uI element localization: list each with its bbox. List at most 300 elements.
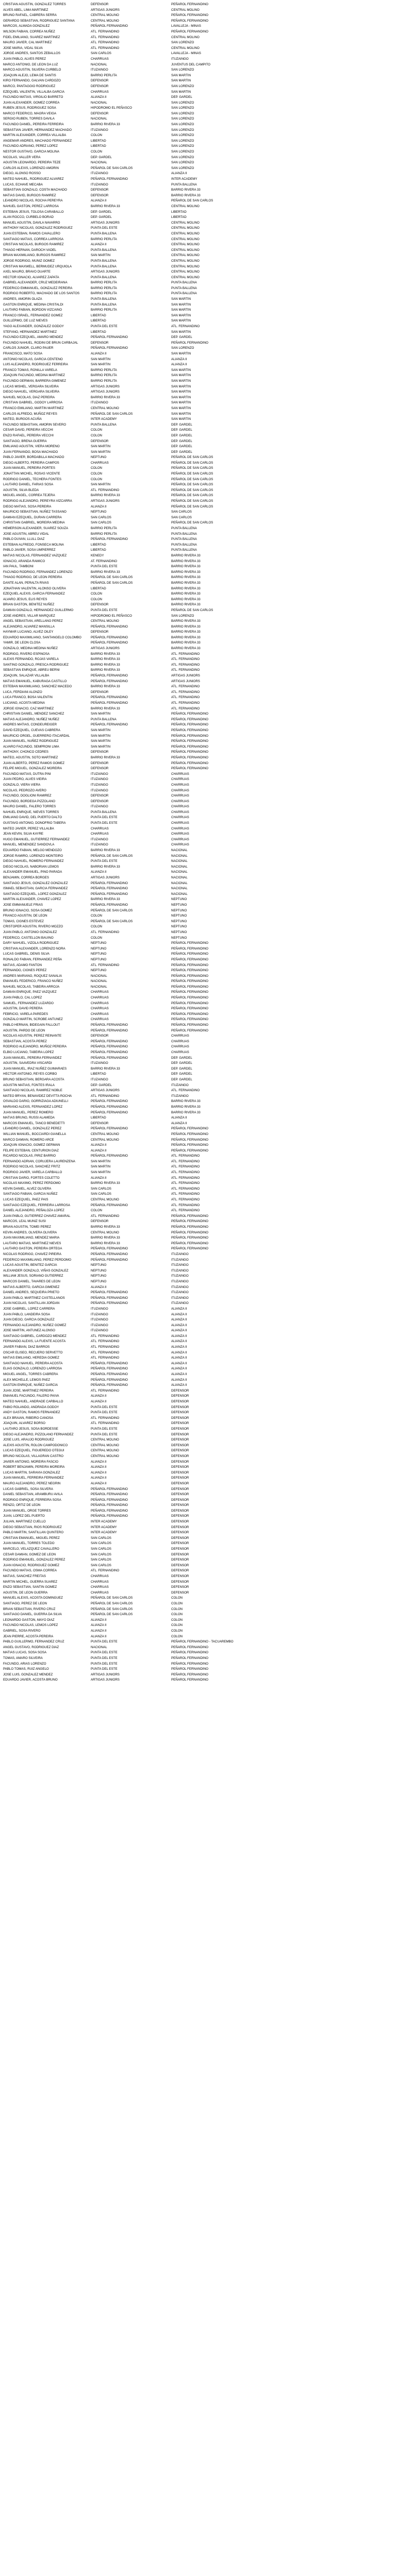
destination-club-cell: ITUZAINGO [171, 1291, 189, 1295]
destination-club-cell: SAN LORENZO [171, 346, 194, 350]
player-name-cell: IGNACIO, ARANDA RAMICO [3, 559, 45, 563]
origin-club-cell: COLON [91, 472, 103, 476]
destination-club-cell: DEFENSOR [171, 1514, 189, 1518]
destination-club-cell: PEÑAROL FERNANDINO [171, 1656, 208, 1660]
list-row [3, 384, 409, 390]
destination-club-cell: NEPTUNO [171, 903, 187, 907]
player-name-cell: JORGE IGNACIO, CAZ MARTINEZ [3, 706, 54, 710]
list-row [3, 1033, 409, 1039]
origin-club-cell: ALIANZA II [91, 1400, 107, 1403]
player-name-cell: TOMAS, AMARO SILVEIRA [3, 1656, 43, 1660]
player-name-cell: FRANCO ISRAEL, FERNANDEZ GOMEZ [3, 313, 63, 317]
list-row [3, 1301, 409, 1307]
origin-club-cell: CHARRUAS [91, 1001, 109, 1005]
origin-club-cell: PEÑAROL FERNANDINO [91, 1105, 128, 1109]
origin-club-cell: PUNTA DEL ESTE [91, 1405, 118, 1409]
destination-club-cell: ATL. FERNANDINO [171, 706, 200, 710]
list-row [3, 1639, 409, 1645]
player-name-cell: JUAN PABLO, MARTINEZ CASTELLANOS [3, 1296, 65, 1300]
player-name-cell: CRISTIAN GABRIEL, GODOY LARROSA [3, 401, 63, 405]
destination-club-cell: CENTRAL MOLINO [171, 226, 200, 230]
destination-club-cell: PEÑAROL FERNANDINO [171, 1023, 208, 1027]
list-row [3, 924, 409, 930]
player-name-cell: IAN PAUL, TAMBONI [3, 565, 34, 569]
list-row [3, 24, 409, 29]
origin-club-cell: CENTRAL MOLINO [91, 13, 119, 18]
destination-club-cell: PEÑAROL FERNANDINO [171, 1138, 208, 1142]
player-name-cell: JOSE LUIS, ARAUJO RODRIGUEZ [3, 1438, 54, 1442]
list-row [3, 248, 409, 253]
list-row [3, 1099, 409, 1105]
destination-club-cell: SAN CARLOS [171, 510, 192, 514]
destination-club-cell: ATL. FERNANDINO [171, 1159, 200, 1163]
list-row [3, 433, 409, 439]
origin-club-cell: NEPTUNO [91, 1268, 107, 1273]
list-row [3, 793, 409, 799]
destination-club-cell: DEFENSOR [171, 1449, 189, 1453]
list-row [3, 1672, 409, 1678]
list-row [3, 253, 409, 259]
origin-club-cell: PUNTA DEL ESTE [91, 608, 118, 612]
list-row [3, 979, 409, 985]
origin-club-cell: PEÑAROL FERNANDINO [91, 1039, 128, 1043]
destination-club-cell: SAN MARTIN [171, 73, 191, 77]
list-row [3, 1061, 409, 1066]
origin-club-cell: PUNTA DEL ESTE [91, 1651, 118, 1655]
list-row [3, 1296, 409, 1301]
origin-club-cell: ALIANZA II [91, 1465, 107, 1469]
origin-club-cell: PEÑAROL DE SAN CARLOS [91, 166, 133, 170]
origin-club-cell: COLON [91, 914, 103, 918]
list-row [3, 510, 409, 515]
list-row [3, 1378, 409, 1383]
player-name-cell: BRIAN AGUSTIN, TOMEI PEREZ [3, 1225, 51, 1229]
destination-club-cell: PEÑAROL FERNANDINO [171, 744, 208, 749]
list-row [3, 1574, 409, 1580]
destination-club-cell: SAN LORENZO [171, 150, 194, 154]
list-row [3, 1509, 409, 1514]
origin-club-cell: NACIONAL [91, 117, 107, 121]
list-row [3, 614, 409, 619]
player-name-cell: JORGE ANDRES, SANTOS ZEBALLOS [3, 52, 60, 56]
destination-club-cell: SAN LORENZO [171, 117, 194, 121]
list-row [3, 930, 409, 936]
origin-club-cell: COLON [91, 428, 103, 432]
origin-club-cell: SAN MARTIN [91, 445, 111, 449]
origin-club-cell: ALIANZA II [91, 1285, 107, 1289]
player-name-cell: SANTIAGO DANIEL, GUERRA DA SILVA [3, 1613, 62, 1617]
destination-club-cell: CHARRUAS [171, 837, 189, 841]
player-name-cell: MATIAS EMANUEL, KABURAGA CASTILLO [3, 679, 67, 683]
list-row [3, 78, 409, 84]
list-row [3, 1345, 409, 1350]
list-row [3, 1410, 409, 1416]
origin-club-cell: DEFENSOR [91, 1219, 109, 1224]
origin-club-cell: BARRIO RIVERA 33 [91, 1236, 120, 1240]
destination-club-cell: ATL. FERNANDINO [171, 1187, 200, 1191]
destination-club-cell: COLON [171, 1596, 183, 1600]
origin-club-cell: ALIANZA II [91, 870, 107, 874]
list-row [3, 630, 409, 635]
destination-club-cell: PEÑAROL FERNANDINO [171, 946, 208, 951]
destination-club-cell: PUNTA BALLENA [171, 292, 197, 296]
list-row [3, 1492, 409, 1498]
list-row [3, 1225, 409, 1230]
origin-club-cell: COLON [91, 597, 103, 601]
destination-club-cell: ALIANZA II [171, 1329, 187, 1333]
destination-club-cell: BARRIO RIVERA 33 [171, 1105, 201, 1109]
player-name-cell: ALEXANDER EMANUEL, PINO PARADA [3, 870, 62, 874]
origin-club-cell: PUNTA DEL ESTE [91, 1427, 118, 1431]
list-row [3, 564, 409, 570]
player-name-cell: JONATHAN VALENTIN, ALONSO OLIVERA [3, 586, 66, 590]
player-name-cell: MIGUEL ANGEL, CORREA TEJERA [3, 494, 55, 498]
list-row [3, 1235, 409, 1241]
list-row [3, 1083, 409, 1089]
destination-club-cell: SAN MARTIN [171, 390, 191, 394]
list-row [3, 286, 409, 292]
list-row [3, 1623, 409, 1629]
destination-club-cell: ITUZAINGO [171, 1252, 189, 1256]
origin-club-cell: SAN MARTIN [91, 450, 111, 454]
player-name-cell: DIEGO NICOLAS, NABORIAN LEMOS [3, 865, 59, 869]
destination-club-cell: SAN LORENZO [171, 144, 194, 148]
list-row [3, 526, 409, 532]
destination-club-cell: DEP. GARDEL [171, 1056, 192, 1060]
origin-club-cell: CHARRUAS [91, 990, 109, 994]
destination-club-cell: CENTRAL MOLINO [171, 8, 200, 12]
player-name-cell: JUAN MANUEL, TORRES TOLEDO [3, 1541, 55, 1546]
origin-club-cell: BARRIO RIVERA 33 [91, 865, 120, 869]
list-row [3, 116, 409, 122]
list-row [3, 122, 409, 128]
player-name-cell: NICOLAS MAXIMO, PEREZ PERDOMO [3, 1181, 61, 1185]
player-name-cell: AGUSTIN, SILVA BLEDA [3, 488, 39, 492]
list-row [3, 1580, 409, 1585]
destination-club-cell: SAN LORENZO [171, 106, 194, 110]
destination-club-cell: ALIANZA II [171, 172, 187, 176]
player-name-cell: NAHUEL ENRIQUE, NIEVES TORRES [3, 810, 59, 814]
player-name-cell: MATIAS, ADAMO FANTON [3, 963, 42, 967]
player-name-cell: OSCAR ELISEO, RECUERO SERVETTO [3, 1350, 63, 1354]
destination-club-cell: PEÑAROL FERNANDINO [171, 1132, 208, 1136]
player-name-cell: HECTOR ANTONIO, REYES CORBO [3, 1072, 57, 1076]
origin-club-cell: PEÑAROL DE SAN CARLOS [91, 581, 133, 585]
list-row [3, 1279, 409, 1285]
player-name-cell: CRISTIAN ALEXANDER, LORENZO NORA [3, 946, 65, 951]
list-row [3, 1170, 409, 1176]
destination-club-cell: PEÑAROL FERNANDINO [171, 1236, 208, 1240]
origin-club-cell: ATL. FERNANDINO [91, 1340, 120, 1344]
destination-club-cell: PEÑAROL FERNANDINO [171, 979, 208, 984]
list-row [3, 1612, 409, 1618]
player-name-cell: LAUTARO DANIEL, FARIAS SOSA [3, 483, 54, 487]
destination-club-cell: CHARRUAS [171, 799, 189, 803]
destination-club-cell: PEÑAROL FERNANDINO [171, 969, 208, 973]
player-name-cell: SANTIAGO GABRIEL, CARDOZO MENDEZ [3, 1334, 67, 1338]
origin-club-cell: ITUZAINGO [91, 788, 108, 792]
destination-club-cell: COLON [171, 1634, 183, 1638]
player-name-cell: JUAN, LOPEZ DEL PUERTO [3, 1514, 45, 1518]
origin-club-cell: SAN MARTIN [91, 483, 111, 487]
destination-club-cell: PEÑAROL FERNANDINO [171, 985, 208, 989]
origin-club-cell: PEÑAROL DE SAN CARLOS [91, 1601, 133, 1605]
origin-club-cell: PEÑAROL FERNANDINO [91, 346, 128, 350]
player-name-cell: NAHUEL NICOLAS, DIAZ PEREIRA [3, 395, 55, 399]
player-name-cell: THIAGO HERNAN, DAROCH VADEL [3, 248, 57, 252]
origin-club-cell: ATL. FERNANDINO [91, 1569, 120, 1573]
origin-club-cell: COLON [91, 433, 103, 437]
origin-club-cell: ATL. FERNANDINO [91, 1356, 120, 1360]
destination-club-cell: PEÑAROL FERNANDINO [171, 1127, 208, 1131]
destination-club-cell: PEÑAROL DE SAN CARLOS [171, 499, 213, 503]
player-name-cell: AGUSTIN, PARDO DE LEON [3, 1028, 45, 1032]
player-name-cell: PABLO MARTIN, SANTILLAN QUINTERO [3, 1531, 64, 1535]
origin-club-cell: ITUZAINGO [91, 777, 108, 782]
origin-club-cell: PEÑAROL FERNANDINO [91, 1247, 128, 1251]
destination-club-cell: PEÑAROL FERNANDINO [171, 952, 208, 956]
origin-club-cell: ITUZAINGO [91, 401, 108, 405]
origin-club-cell: PEÑAROL FERNANDINO [91, 1252, 128, 1256]
destination-club-cell: CHARRUAS [171, 777, 189, 782]
player-name-cell: MAURICIO SEBASTIAN, NUÑEZ TASSANO [3, 510, 67, 514]
list-row [3, 346, 409, 351]
origin-club-cell: SAN CARLOS [91, 1187, 111, 1191]
list-row [3, 1072, 409, 1077]
player-name-cell: BRUNO IGNACIO, SOSA GOMEZ [3, 908, 52, 912]
origin-club-cell: ARTIGAS JUNIORS [91, 1678, 120, 1682]
origin-club-cell: ITUZAINGO [91, 1307, 108, 1311]
player-name-cell: AGUSTIN LEONARDO, PEREIRA TEZE [3, 161, 61, 165]
player-name-cell: DANIEL ANDRES, SEQUEIRA PRIETO [3, 1291, 59, 1295]
destination-club-cell: PEÑAROL FERNANDINO [171, 728, 208, 732]
origin-club-cell: ITUZAINGO [91, 1329, 108, 1333]
list-row [3, 8, 409, 13]
list-row [3, 1536, 409, 1541]
origin-club-cell: ALIANZA II [91, 1143, 107, 1147]
destination-club-cell: PUNTA BALLENA [171, 286, 197, 290]
list-row [3, 1328, 409, 1334]
origin-club-cell: BARRIO PERLITA [91, 527, 117, 530]
list-row [3, 221, 409, 226]
destination-club-cell: ATL. FERNANDINO [171, 663, 200, 667]
list-row [3, 57, 409, 62]
origin-club-cell: ARTIGAS JUNIORS [91, 8, 120, 12]
list-row [3, 1044, 409, 1050]
destination-club-cell: ALIANZA II [171, 1116, 187, 1120]
list-row [3, 646, 409, 652]
player-name-cell: SEBASTIAN ENRIQUE, ABREU BERNI [3, 668, 60, 672]
list-row [3, 1006, 409, 1012]
destination-club-cell: PEÑAROL FERNANDINO [171, 1672, 208, 1676]
player-name-cell: THIAGO RODRIGO, DE LEON PEREIRA [3, 575, 62, 580]
player-name-cell: MATEO BRYAN, BENAVIDEZ DEVITTA ROCHA [3, 1094, 72, 1098]
origin-club-cell: ATL. FERNANDINO [91, 1421, 120, 1426]
player-name-cell: ESTEBAN MAXIMILIANO, SANCHEZ MACEDO [3, 685, 72, 689]
origin-club-cell: BARRIO RIVERA 33 [91, 1225, 120, 1229]
destination-club-cell: SAN MARTIN [171, 368, 191, 372]
list-row [3, 13, 409, 19]
origin-club-cell: INTER ACADEMY [91, 1525, 117, 1529]
player-name-cell: YAMIR, DE LEON CLOSA [3, 641, 41, 645]
destination-club-cell: CHARRUAS [171, 816, 189, 820]
destination-club-cell: DEFENSOR [171, 1487, 189, 1491]
destination-club-cell: ATL. FERNANDINO [171, 1198, 200, 1202]
list-row [3, 842, 409, 848]
list-row [3, 1126, 409, 1132]
origin-club-cell: DEFENSOR [91, 1034, 109, 1038]
destination-club-cell: CHARRUAS [171, 783, 189, 787]
player-name-cell: CHRISTIAN GABRIEL, MOREIRA MEDINA [3, 521, 65, 525]
list-row [3, 1203, 409, 1209]
list-row [3, 608, 409, 614]
list-row [3, 1066, 409, 1072]
list-row [3, 832, 409, 837]
destination-club-cell: CHARRUAS [171, 826, 189, 831]
player-name-cell: RODRIGO ALEJANDRO, PEREYRA VIZCARRA [3, 499, 72, 503]
destination-club-cell: ATL. FERNANDINO [171, 690, 200, 694]
origin-club-cell: PUNTA BALLENA [91, 717, 117, 721]
destination-club-cell: BARRIO RIVERA 33 [171, 597, 201, 601]
player-name-cell: JOAQUIN, ALVAREZ BORSO [3, 1421, 45, 1426]
destination-club-cell: PUNTA BALLENA [171, 537, 197, 541]
origin-club-cell: DEFENSOR [91, 193, 109, 197]
destination-club-cell: PEÑAROL FERNANDINO - TACUAREMBO [171, 1640, 234, 1644]
player-name-cell: GUILLERMO, DE LUZ NIEVES [3, 319, 48, 323]
origin-club-cell: CENTRAL MOLINO [91, 1230, 119, 1234]
list-row [3, 1252, 409, 1258]
destination-club-cell: ATL. FERNANDINO [171, 1203, 200, 1207]
destination-club-cell: SAN LORENZO [171, 111, 194, 115]
list-row [3, 810, 409, 816]
destination-club-cell: DEFENSOR [171, 1498, 189, 1502]
destination-club-cell: ITUZAINGO [171, 1094, 189, 1098]
player-name-cell: MATEO JAVIER, PEREZ VILLALBA [3, 826, 54, 831]
origin-club-cell: DEFENSOR [91, 750, 109, 754]
origin-club-cell: DEP. GARDEL [91, 215, 112, 219]
destination-club-cell: BARRIO RIVERA 33 [171, 592, 201, 596]
list-row [3, 455, 409, 461]
player-name-cell: JOSE ANDRES, VILLAR MARQUEZ [3, 614, 55, 618]
destination-club-cell: SAN LORENZO [171, 161, 194, 165]
origin-club-cell: LIBERTAD [91, 319, 106, 323]
origin-club-cell: DEP. GARDEL [91, 1083, 112, 1087]
list-row [3, 1077, 409, 1083]
player-name-cell: JUAN DIEGO, GARCIA GONZALEZ [3, 1318, 55, 1322]
list-row [3, 1662, 409, 1667]
destination-club-cell: ALIANZA II [171, 1383, 187, 1387]
destination-club-cell: PEÑAROL FERNANDINO [171, 1143, 208, 1147]
destination-club-cell: BARRIO RIVERA 33 [171, 624, 201, 629]
player-name-cell: JUAN JOSE, MARTINEZ PEREIRA [3, 1388, 54, 1393]
origin-club-cell: PEÑAROL FERNANDINO [91, 887, 128, 891]
destination-club-cell: PEÑAROL FERNANDINO [171, 1028, 208, 1032]
player-name-cell: MARTIN ALEXANDER, CORREA VILLALBA [3, 133, 67, 138]
origin-club-cell: BARRIO RIVERA 33 [91, 685, 120, 689]
destination-club-cell: ATL. FERNANDINO [171, 1176, 200, 1180]
destination-club-cell: CENTRAL MOLINO [171, 270, 200, 274]
origin-club-cell: PEÑAROL FERNANDINO [91, 537, 128, 541]
list-row [3, 379, 409, 384]
origin-club-cell: ITUZAINGO [91, 1061, 108, 1065]
origin-club-cell: PEÑAROL FERNANDINO [91, 1503, 128, 1507]
origin-club-cell: LIBERTAD [91, 543, 106, 547]
destination-club-cell: COLON [171, 1629, 183, 1633]
destination-club-cell: ALIANZA II [171, 1334, 187, 1338]
player-name-cell: MATIAS ALEJANDRO, NUÑEZ NUÑEZ [3, 717, 59, 721]
destination-club-cell: NACIONAL [171, 865, 188, 869]
list-row [3, 1514, 409, 1519]
origin-club-cell: SAN CARLOS [91, 1552, 111, 1556]
list-row [3, 1094, 409, 1099]
player-name-cell: JUAN MANUEL, PEREIRA PORTES [3, 466, 55, 470]
origin-club-cell: PEÑAROL FERNANDINO [91, 1367, 128, 1371]
player-name-cell: JUAN MANUEL, IRAZ NUÑEZ GUIMARAES [3, 1066, 67, 1071]
player-name-cell: LUCA, FERDIANI ALONZO [3, 690, 42, 694]
origin-club-cell: BARRIO PERLITA [91, 237, 117, 241]
origin-club-cell: PEÑAROL FERNANDINO [91, 1127, 128, 1131]
destination-club-cell: CHARRUAS [171, 832, 189, 836]
origin-club-cell: PUNTA DEL ESTE [91, 226, 118, 230]
player-name-cell: ESTEBAN JESUS, TOLOSA CARABALLO [3, 210, 64, 214]
player-name-cell: ESTEBAN ALFREDO, FONSECA MOLINA [3, 543, 64, 547]
origin-club-cell: NEPTUNO [91, 455, 107, 460]
destination-club-cell: SAN MARTIN [171, 417, 191, 421]
player-name-cell: SEBASTIAN, ACOSTA PEREZ [3, 1039, 47, 1043]
list-row [3, 597, 409, 603]
player-name-cell: FELIPE ESTEBAN, CENTURION DIAZ [3, 1148, 59, 1153]
list-row [3, 493, 409, 499]
player-name-cell: GUSTAVO ANTONIO, DONOFRIO TABERA [3, 821, 66, 825]
destination-club-cell: DEP. GARDEL [171, 428, 192, 432]
destination-club-cell: ITUZAINGO [171, 1285, 189, 1289]
player-name-cell: SANTIAGO NICOLAS, RAMIREZ NOBLE [3, 1089, 62, 1093]
player-name-cell: ALEXANDER GONZALO, VIÑAS GONZALEZ [3, 1268, 69, 1273]
origin-club-cell: PUNTA DEL ESTE [91, 565, 118, 569]
player-name-cell: FACUNDO MATIAS, OSMA CORREA [3, 1569, 57, 1573]
list-row [3, 1563, 409, 1569]
destination-club-cell: SAN LORENZO [171, 41, 194, 45]
destination-club-cell: DEFENSOR [171, 1443, 189, 1447]
list-row [3, 734, 409, 739]
player-name-cell: ALEX MICHELLE, LEMOS PAEZ [3, 1378, 51, 1382]
origin-club-cell: DEFENSOR [91, 767, 109, 771]
destination-club-cell: CHARRUAS [171, 843, 189, 847]
origin-club-cell: BARRIO RIVERA 33 [91, 494, 120, 498]
destination-club-cell: BARRIO RIVERA 33 [171, 603, 201, 607]
player-name-cell: MARTIN ALEXANDER, CHAVEZ LOPEZ [3, 897, 61, 902]
origin-club-cell: ALIANZA II [91, 504, 107, 509]
destination-club-cell: PEÑAROL FERNANDINO [171, 1214, 208, 1218]
destination-club-cell: CENTRAL MOLINO [171, 275, 200, 279]
origin-club-cell: PEÑAROL FERNANDINO [91, 635, 128, 639]
origin-club-cell: CHARRUAS [91, 832, 109, 836]
destination-club-cell: DEP. GARDEL [171, 422, 192, 427]
destination-club-cell: PUNTA BALLENA [171, 532, 197, 536]
destination-club-cell: ATL. FERNANDINO [171, 657, 200, 662]
destination-club-cell: ITUZAINGO [171, 1268, 189, 1273]
destination-club-cell: DEFENSOR [171, 1590, 189, 1595]
origin-club-cell: ALIANZA II [91, 1618, 107, 1622]
destination-club-cell: ALIANZA II [171, 1372, 187, 1377]
list-row [3, 1476, 409, 1481]
player-name-cell: FACUNDO, BORDEGA PIZZOLANO [3, 799, 56, 803]
player-name-cell: LUCAS EZEQUIEL, FIGUEREDO OTEGUI [3, 1449, 64, 1453]
destination-club-cell: ITUZAINGO [171, 1258, 189, 1262]
destination-club-cell: PUNTA BALLENA [171, 182, 197, 187]
origin-club-cell: SAN CARLOS [91, 521, 111, 525]
list-row [3, 1557, 409, 1563]
